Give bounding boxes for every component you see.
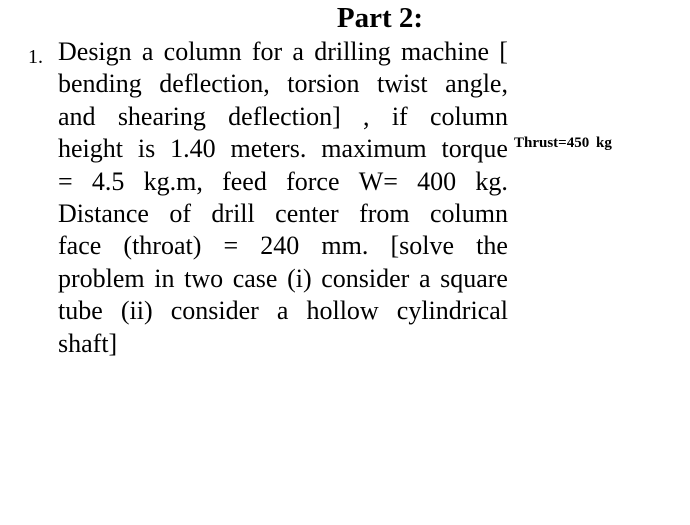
problem-word: deflection, bbox=[159, 69, 270, 99]
problem-word: Design bbox=[58, 37, 132, 66]
problem-word: W= bbox=[358, 166, 398, 196]
problem-word: torque bbox=[441, 134, 508, 164]
problem-word: column bbox=[430, 199, 508, 228]
problem-word: the bbox=[476, 231, 508, 261]
problem-word: machine bbox=[400, 37, 490, 66]
problem-word: (ii) bbox=[120, 296, 153, 326]
problem-word: drill bbox=[211, 199, 255, 228]
problem-word: , bbox=[363, 101, 370, 131]
problem-line bbox=[58, 295, 508, 327]
problem-word: height bbox=[58, 134, 123, 164]
problem-word: 400 bbox=[417, 166, 457, 196]
problem-line bbox=[58, 36, 508, 68]
problem-word: from bbox=[359, 199, 410, 228]
problem-line bbox=[58, 263, 508, 295]
problem-word: kg.m, bbox=[143, 166, 203, 196]
problem-word: twist bbox=[377, 69, 428, 99]
problem-word: tube bbox=[58, 296, 103, 326]
problem-word: column bbox=[163, 37, 242, 66]
problem-word: mm. bbox=[321, 231, 369, 261]
problem-word: column bbox=[429, 101, 508, 131]
problem-word: a bbox=[292, 37, 304, 66]
problem-word: if bbox=[391, 101, 408, 131]
problem-word: force bbox=[286, 166, 340, 196]
problem-word: 1.40 bbox=[170, 134, 216, 164]
problem-word: a bbox=[141, 37, 154, 66]
problem-word: and bbox=[58, 101, 96, 131]
problem-line bbox=[58, 166, 508, 198]
problem-word: hollow bbox=[306, 296, 379, 326]
problem-number: 1. bbox=[28, 46, 43, 68]
problem-word: in bbox=[154, 263, 175, 293]
problem-word: (i) bbox=[287, 263, 312, 293]
problem-word: 240 bbox=[260, 231, 300, 261]
problem-word: feed bbox=[222, 166, 267, 196]
problem-word: angle, bbox=[445, 69, 508, 99]
page-title: Part 2: bbox=[336, 2, 424, 34]
problem-word: = bbox=[223, 231, 239, 261]
problem-word: a bbox=[276, 296, 289, 326]
thrust-annotation: Thrust=450 kg bbox=[514, 135, 612, 151]
problem-word: torsion bbox=[287, 69, 360, 99]
problem-word: Distance bbox=[58, 199, 149, 228]
problem-line bbox=[58, 101, 508, 133]
problem-word: bending bbox=[58, 69, 142, 99]
problem-word: is bbox=[137, 134, 156, 164]
problem-word: meters. bbox=[230, 134, 307, 164]
problem-word: consider bbox=[170, 296, 259, 326]
problem-word: for bbox=[251, 37, 283, 66]
problem-word: drilling bbox=[314, 37, 391, 66]
problem-line bbox=[58, 198, 508, 230]
problem-word: case bbox=[232, 263, 278, 293]
problem-word: [ bbox=[499, 37, 508, 66]
problem-word: center bbox=[275, 199, 339, 228]
problem-word: [solve bbox=[390, 231, 455, 261]
problem-word: a bbox=[418, 263, 431, 293]
problem-word: shaft] bbox=[58, 328, 118, 358]
problem-word: problem bbox=[58, 263, 145, 293]
problem-word: face bbox=[58, 231, 102, 261]
problem-word: = bbox=[58, 166, 73, 196]
problem-word: (throat) bbox=[123, 231, 202, 261]
problem-word: 4.5 bbox=[91, 166, 125, 196]
problem-line bbox=[58, 133, 508, 165]
problem-word: cylindrical bbox=[396, 296, 508, 326]
problem-word: deflection] bbox=[228, 101, 341, 131]
problem-word: square bbox=[440, 263, 508, 293]
problem-word: of bbox=[169, 199, 192, 228]
problem-line bbox=[58, 328, 508, 360]
problem-word: shearing bbox=[117, 101, 206, 131]
problem-word: kg. bbox=[475, 166, 508, 196]
problem-line bbox=[58, 230, 508, 262]
problem-line bbox=[58, 68, 508, 100]
problem-word: maximum bbox=[321, 134, 427, 164]
problem-word: two bbox=[184, 263, 224, 293]
problem-word: consider bbox=[321, 263, 410, 293]
